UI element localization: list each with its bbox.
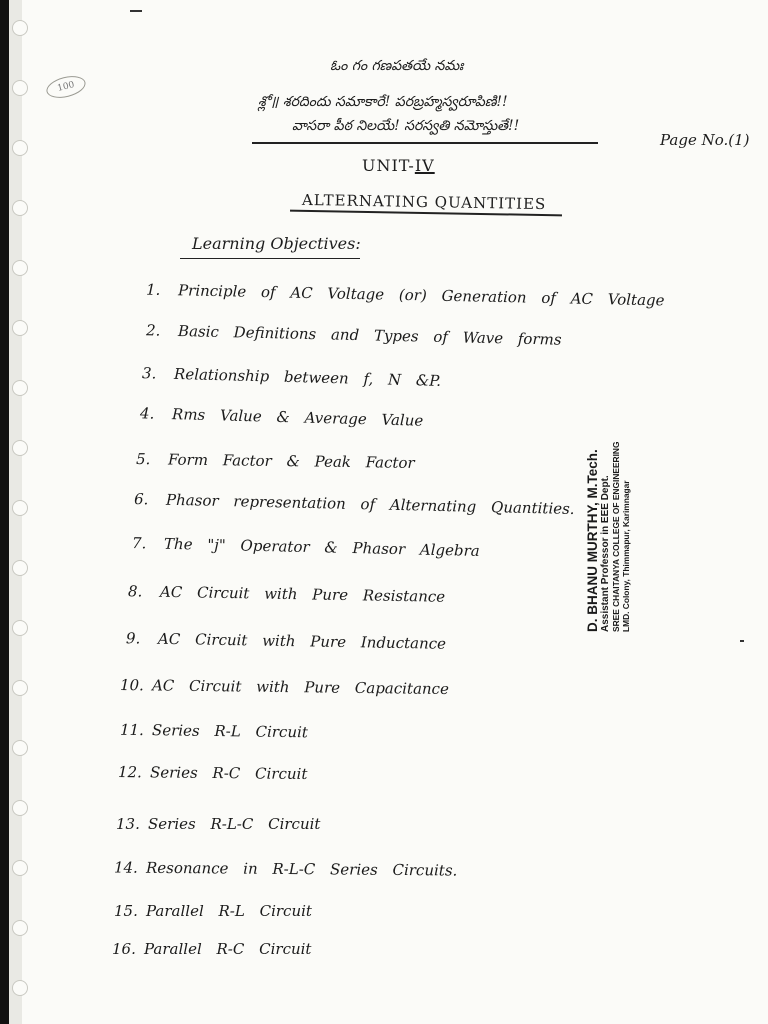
verse-line-2: వాసరా పీఠ నిలయే! సరస్వతి నమోస్తుతే!!: [292, 118, 520, 134]
faculty-stamp: [585, 432, 655, 632]
objectives-title: Learning Objectives:: [192, 234, 361, 253]
stamp-name: D. BHANU MURTHY, M.Tech.: [585, 449, 600, 632]
objective-item: 11. Series R-L Circuit: [119, 720, 309, 742]
unit-number: IV: [414, 156, 435, 175]
objective-item: 14. Resonance in R-L-C Series Circuits.: [113, 858, 458, 880]
invocation-text: ఓం గం గణపతయే నమః: [330, 58, 464, 74]
stamp-address: LMD. Colony, Thimmapur, Karimnagar: [621, 480, 631, 632]
objective-item: 13. Series R-L-C Circuit: [116, 815, 321, 833]
objective-item: 1. Principle of AC Voltage (or) Generation of AC Voltage: [145, 280, 665, 310]
verse-line-1: శ్లో॥ శరదిందు సమాకారే! పరబ్రహ్మస్వరూపిణి!!: [258, 94, 508, 110]
page-number: Page No.(1): [660, 131, 750, 149]
objective-item: 2. Basic Definitions and Types of Wave forms: [145, 321, 562, 349]
objective-item: 16. Parallel R-C Circuit: [112, 940, 312, 958]
objective-item: 5. Form Factor & Peak Factor: [135, 450, 415, 472]
objective-item: 8. AC Circuit with Pure Resistance: [127, 582, 446, 606]
objective-item: 10. AC Circuit with Pure Capacitance: [119, 675, 450, 699]
unit-label: UNIT-: [362, 156, 415, 175]
objective-item: 15. Parallel R-L Circuit: [114, 902, 312, 920]
topic-heading: ALTERNATING QUANTITIES: [301, 190, 547, 214]
objective-item: 4. Rms Value & Average Value: [139, 404, 424, 430]
header-rule: [252, 142, 598, 144]
stamp-college: SREE CHAITANYA COLLEGE OF ENGINEERING: [611, 441, 621, 632]
objective-item: 3. Relationship between f, N &P.: [141, 364, 442, 390]
ink-mark: [130, 10, 142, 12]
objective-item: 7. The "j" Operator & Phasor Algebra: [131, 534, 480, 560]
punch-holes: [12, 20, 34, 1010]
objective-item: 9. AC Circuit with Pure Inductance: [125, 629, 447, 653]
objective-item: 6. Phasor representation of Alternating Quantities.: [133, 490, 575, 518]
objective-item: 12. Series R-C Circuit: [117, 763, 308, 783]
unit-heading: [362, 156, 435, 175]
stamp-role: Assistant Professor in EEE Dept.: [600, 475, 611, 632]
objectives-underline: [180, 258, 360, 259]
ink-mark: [740, 640, 744, 642]
page-count-badge: 100: [44, 72, 88, 101]
